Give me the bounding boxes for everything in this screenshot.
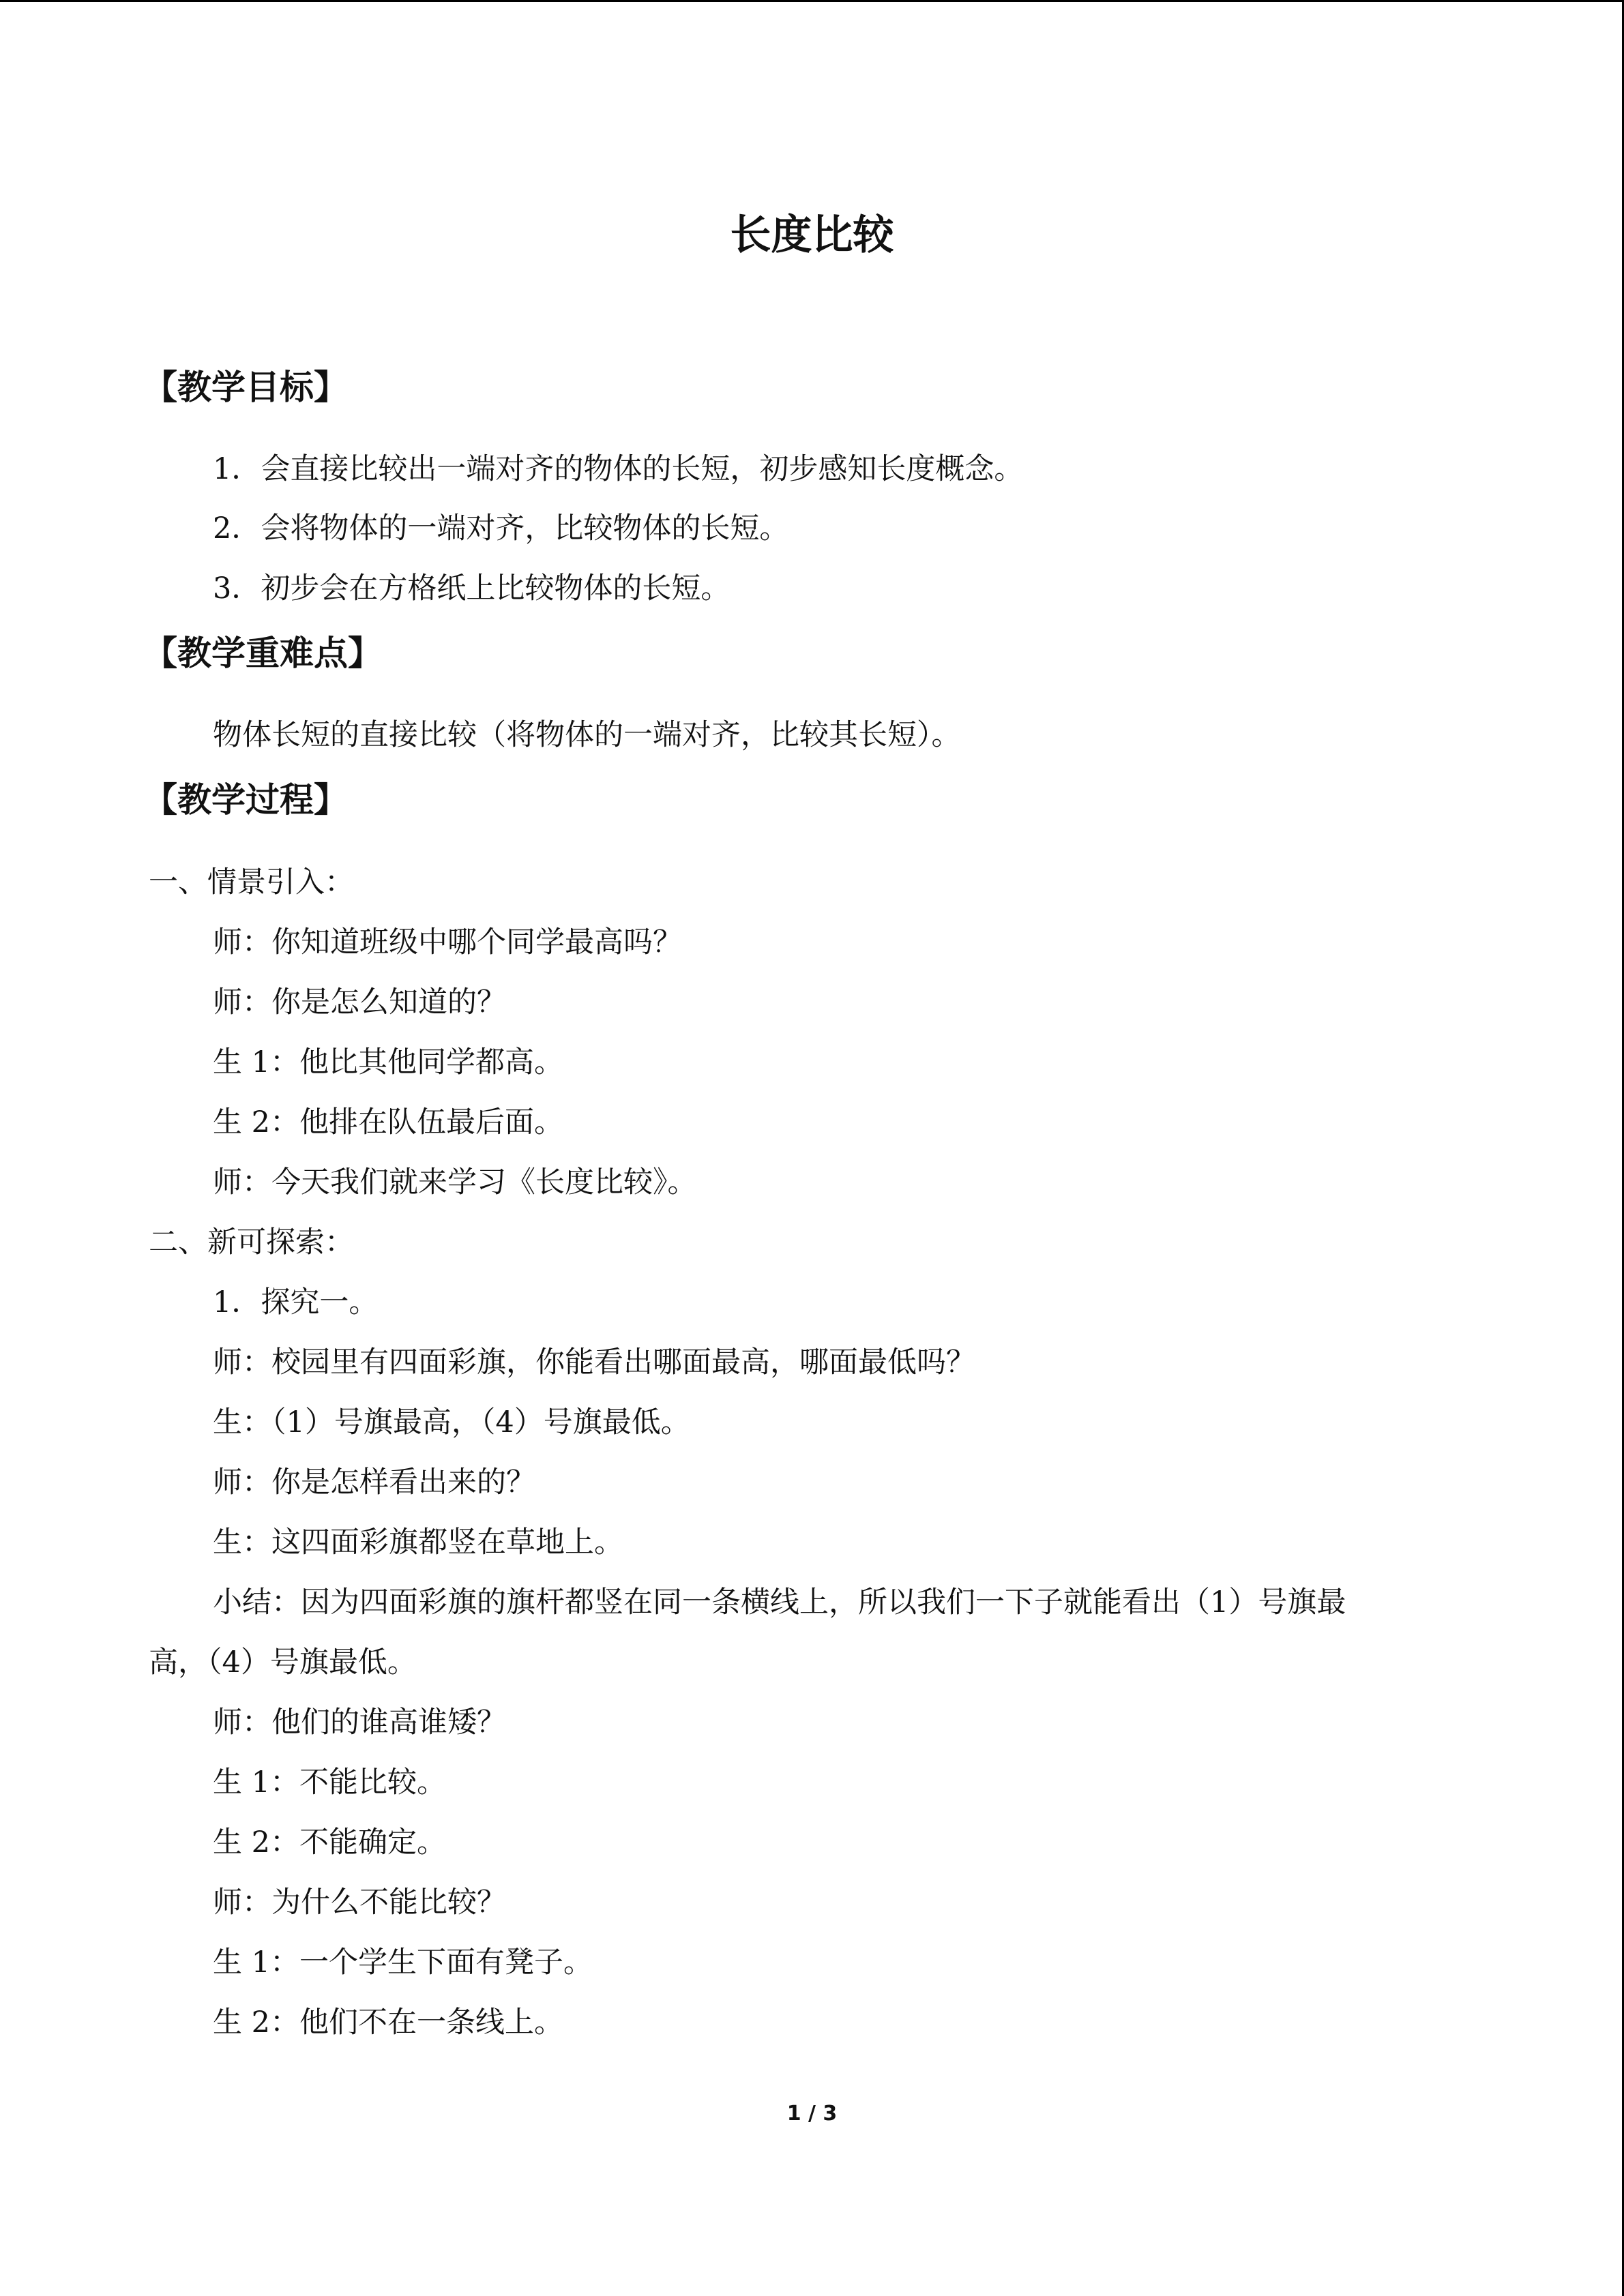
document-title: 长度比较 bbox=[730, 211, 894, 259]
dialogue-line: 师：你是怎样看出来的？ bbox=[213, 1465, 535, 1500]
dialogue-line: 生：这四面彩旗都竖在草地上。 bbox=[213, 1525, 623, 1560]
dialogue-line: 师：为什么不能比较？ bbox=[213, 1885, 506, 1920]
objective-item: 2．会将物体的一端对齐，比较物体的长短。 bbox=[213, 511, 789, 546]
dialogue-line: 生：（1）号旗最高，（4）号旗最低。 bbox=[213, 1405, 690, 1440]
dialogue-line: 师：你知道班级中哪个同学最高吗？ bbox=[213, 925, 682, 959]
dialogue-line: 生 1：他比其他同学都高。 bbox=[213, 1045, 564, 1079]
top-border bbox=[0, 0, 1624, 2]
objective-item: 1．会直接比较出一端对齐的物体的长短，初步感知长度概念。 bbox=[213, 452, 1024, 486]
page-number: 1 / 3 bbox=[786, 2102, 838, 2126]
summary-line: 小结：因为四面彩旗的旗杆都竖在同一条横线上，所以我们一下子就能看出（1）号旗最 bbox=[213, 1585, 1346, 1620]
heading-objectives: 【教学目标】 bbox=[143, 368, 348, 407]
dialogue-line: 1．探究一。 bbox=[213, 1285, 379, 1320]
objective-item: 3．初步会在方格纸上比较物体的长短。 bbox=[213, 571, 730, 606]
key-points-text: 物体长短的直接比较（将物体的一端对齐，比较其长短）。 bbox=[213, 718, 961, 752]
dialogue-line: 师：他们的谁高谁矮？ bbox=[213, 1705, 506, 1740]
dialogue-line: 生 2：他们不在一条线上。 bbox=[213, 2006, 564, 2040]
dialogue-line: 生 1：一个学生下面有凳子。 bbox=[213, 1945, 593, 1980]
part1-title: 一、情景引入： bbox=[149, 865, 354, 899]
dialogue-line: 师：你是怎么知道的？ bbox=[213, 985, 506, 1019]
heading-key-points: 【教学重难点】 bbox=[143, 633, 382, 673]
heading-process: 【教学过程】 bbox=[143, 780, 348, 820]
dialogue-line: 生 2：他排在队伍最后面。 bbox=[213, 1105, 564, 1139]
dialogue-line: 师：校园里有四面彩旗，你能看出哪面最高，哪面最低吗？ bbox=[213, 1345, 975, 1380]
dialogue-line: 师：今天我们就来学习《长度比较》。 bbox=[213, 1165, 697, 1199]
dialogue-line: 生 2：不能确定。 bbox=[213, 1825, 447, 1860]
summary-line-continued: 高，（4）号旗最低。 bbox=[149, 1645, 417, 1680]
dialogue-line: 生 1：不能比较。 bbox=[213, 1765, 447, 1800]
part2-title: 二、新可探索： bbox=[149, 1225, 354, 1259]
